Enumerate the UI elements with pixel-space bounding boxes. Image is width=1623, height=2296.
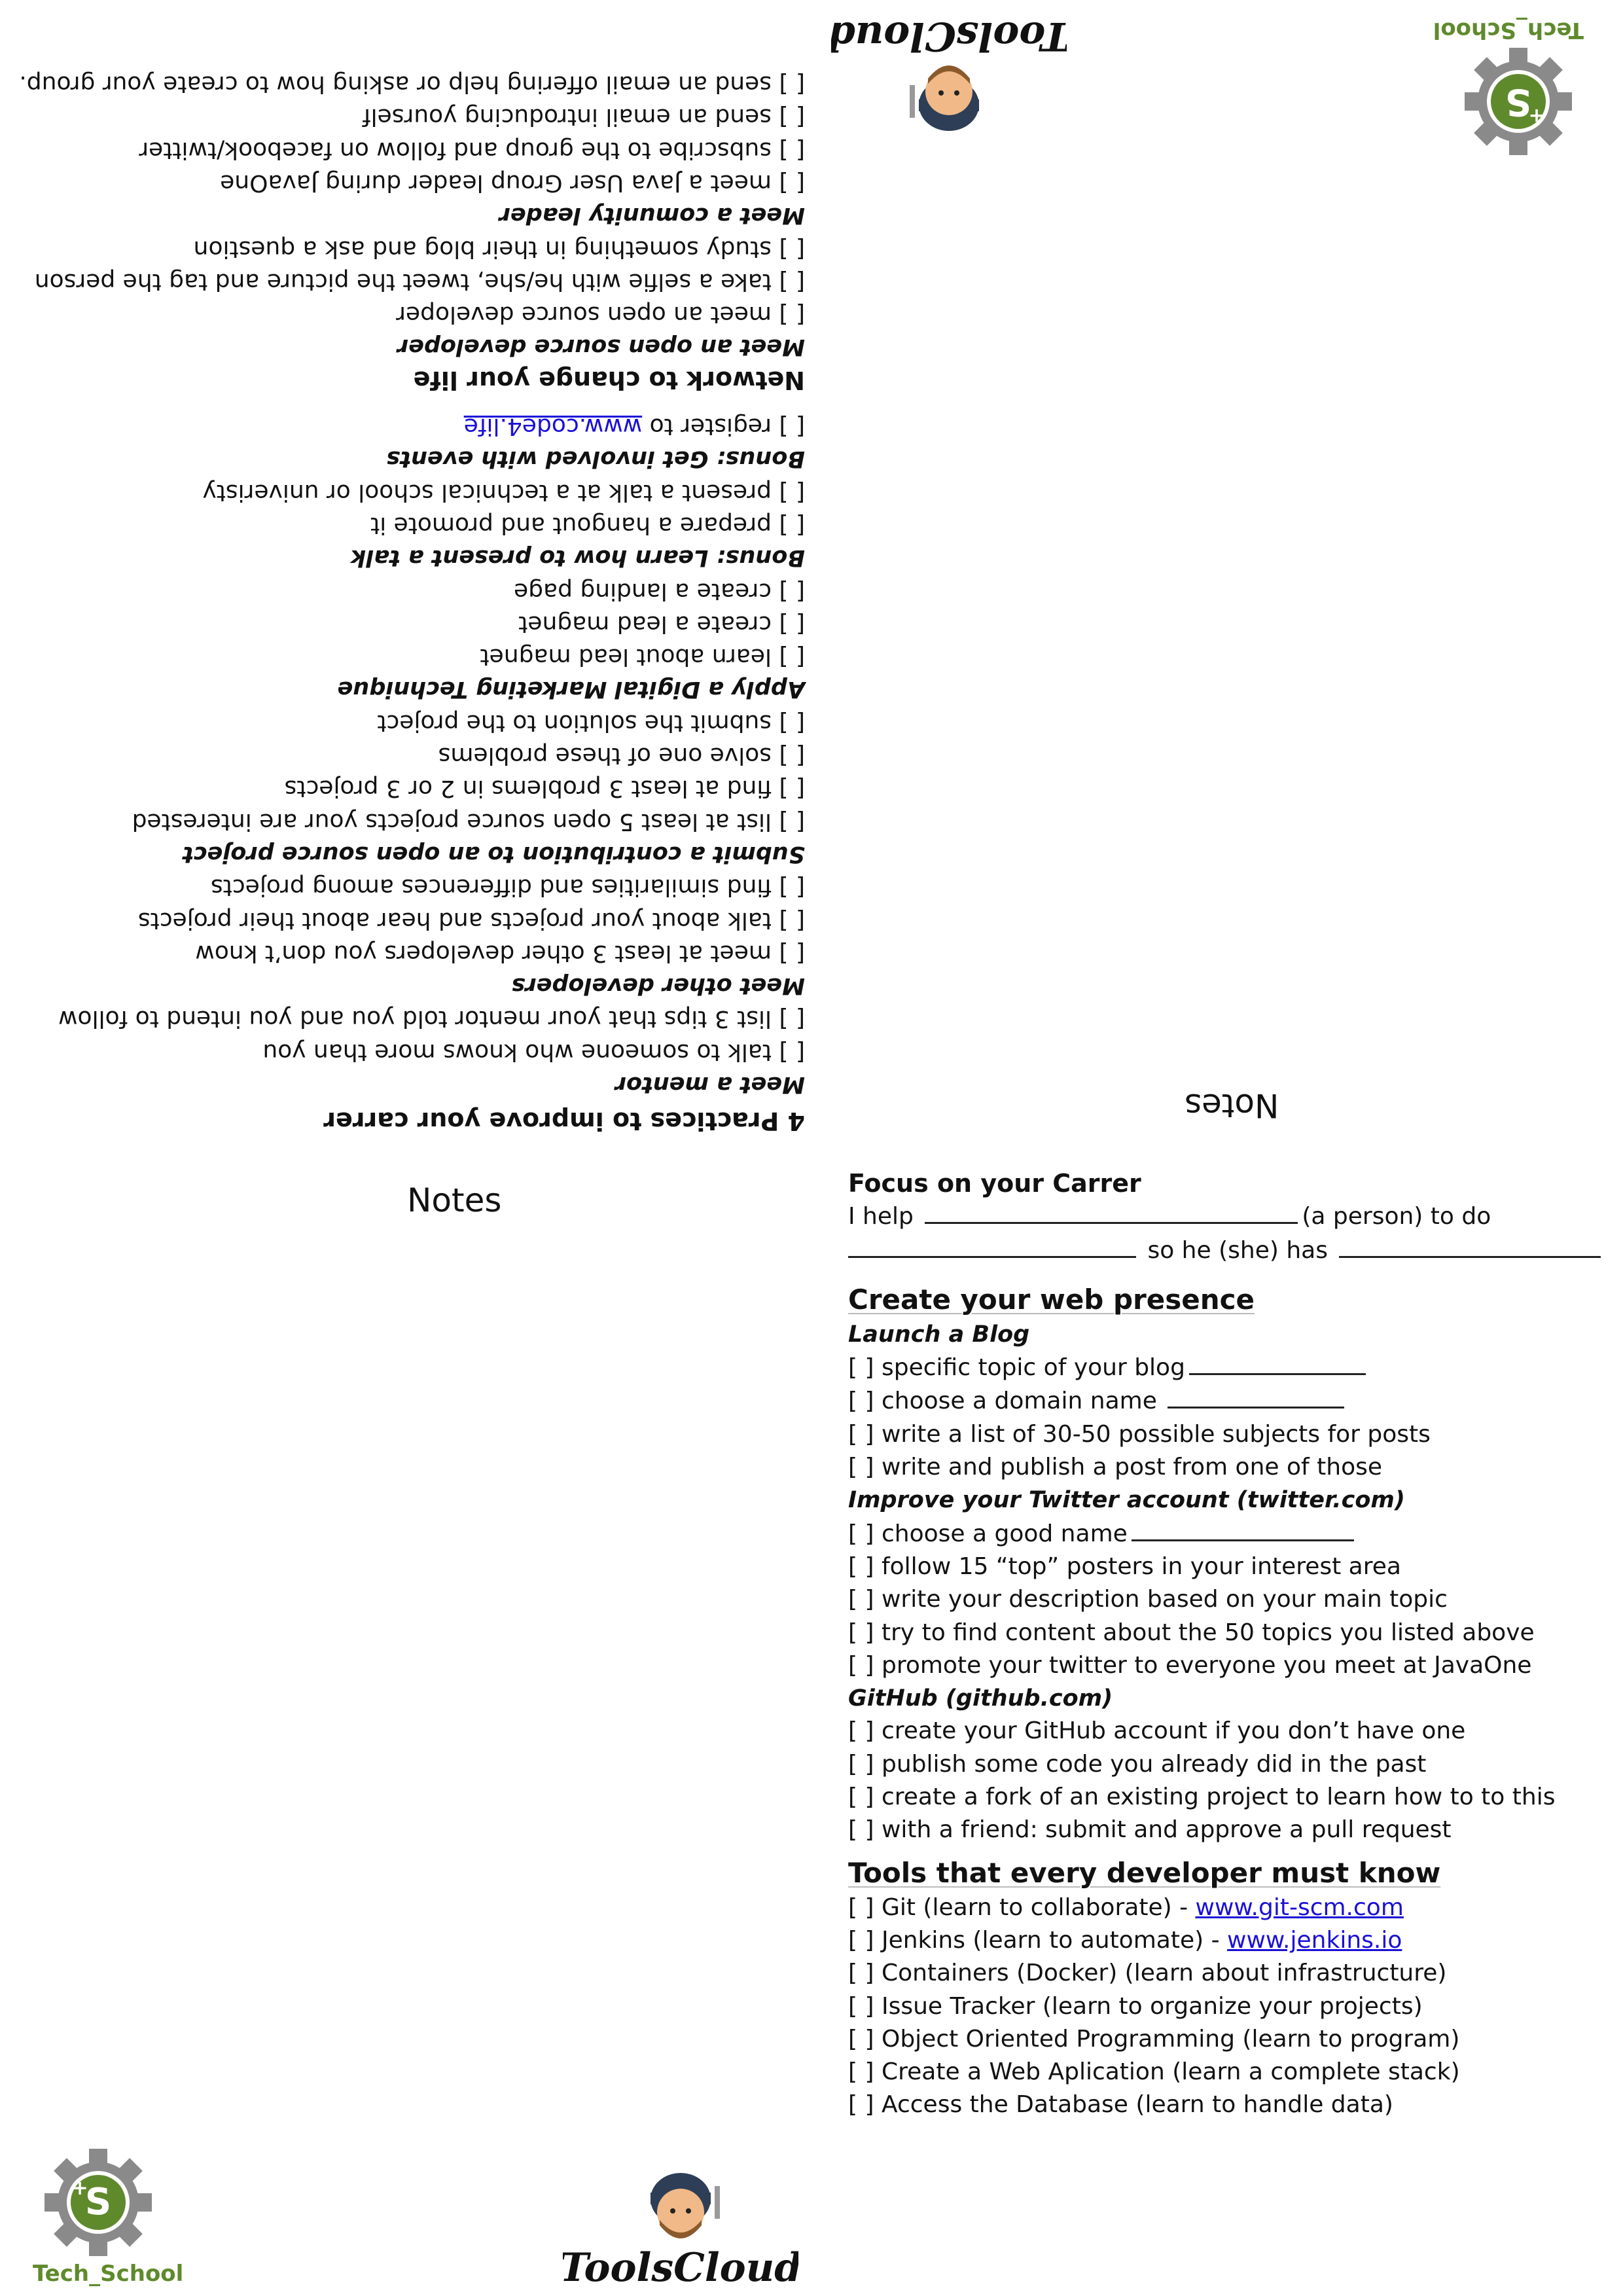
left-checklist-panel xyxy=(19,64,805,1138)
focus-title: Focus on your Carrer xyxy=(848,1169,1141,1198)
mascot-icon xyxy=(563,2160,798,2291)
checklist-item[interactable]: [ ] Create a Web Aplication (learn a complete stack) xyxy=(848,2058,1460,2086)
checklist-item[interactable]: [ ] write your description based on your main topic xyxy=(848,1586,1448,1613)
checklist-item[interactable]: [ ] Issue Tracker (learn to organize your projects) xyxy=(848,1992,1423,2020)
twitter-name-blank[interactable] xyxy=(1132,1517,1354,1541)
checklist-item[interactable]: [ ] specific topic of your blog xyxy=(848,1351,1601,1384)
checklist-item[interactable]: [ ] meet at least 3 other developers you don’t know xyxy=(195,939,805,967)
checklist-item[interactable]: [ ] try to find content about the 50 topics you listed above xyxy=(848,1619,1535,1646)
section-heading: Submit a contribution to an open source project xyxy=(183,840,805,867)
tools-cloud-logo-bottom xyxy=(563,2160,798,2291)
person-blank[interactable] xyxy=(925,1200,1298,1224)
checklist-item[interactable]: [ ] meet an open source developer xyxy=(396,301,805,329)
checklist-item[interactable]: [ ] present a talk at a technical school or univeristy xyxy=(202,478,805,506)
tech-school-label-bottom: Tech_School xyxy=(33,2261,184,2287)
section-heading: Meet a comunity leader xyxy=(499,202,805,229)
checklist-item[interactable]: [ ] list at least 5 open source projects your are interested xyxy=(132,808,805,835)
checklist-item[interactable]: [ ] with a friend: submit and approve a pull request xyxy=(848,1816,1452,1844)
checklist-item[interactable]: [ ] register to www.code4.life xyxy=(463,413,805,440)
domain-blank[interactable] xyxy=(1168,1384,1344,1408)
right-top-notes-title: Notes xyxy=(1185,1086,1279,1124)
checklist-item[interactable]: [ ] create a fork of an existing project to learn how to to this xyxy=(848,1784,1556,1811)
checklist-item[interactable]: [ ] find at least 3 problems in 2 or 3 projects xyxy=(284,775,805,802)
focus-so-he: so he (she) has xyxy=(1147,1236,1328,1264)
left-main-title: 4 Practices to improve your carrer xyxy=(323,1107,805,1136)
svg-text:+: + xyxy=(1528,104,1545,127)
git-scm-link[interactable]: www.git-scm.com xyxy=(1195,1893,1404,1921)
checklist-item[interactable]: [ ] choose a domain name xyxy=(848,1384,1601,1418)
tech-school-logo-top xyxy=(1433,13,1584,157)
web-presence-title: Create your web presence xyxy=(848,1283,1255,1316)
blog-subtitle: Launch a Blog xyxy=(848,1321,1030,1348)
checklist-item[interactable]: [ ] list 3 tips that your mentor told you and you intend to follow xyxy=(58,1005,805,1033)
gear-icon xyxy=(33,2147,164,2258)
checklist-item[interactable]: [ ] publish some code you already did in the past xyxy=(848,1750,1427,1778)
checklist-item[interactable]: [ ] learn about lead magnet xyxy=(480,643,805,671)
checklist-item[interactable]: [ ] write and publish a post from one of those xyxy=(848,1454,1382,1481)
section-heading: Network to change your life xyxy=(413,365,805,395)
checklist-item[interactable]: [ ] solve one of these problems xyxy=(438,742,805,770)
section-heading: Bonus: Learn how to present a talk xyxy=(351,545,805,571)
section-heading: Bonus: Get involved with events xyxy=(386,446,805,473)
svg-text:+: + xyxy=(71,2177,88,2200)
github-subtitle: GitHub (github.com) xyxy=(848,1685,1113,1712)
checklist-item[interactable]: [ ] follow 15 “top” posters in your interest area xyxy=(848,1552,1401,1580)
has-blank[interactable] xyxy=(1339,1234,1601,1258)
focus-line-1 xyxy=(848,1200,1601,1233)
checklist-item[interactable]: [ ] Object Oriented Programming (learn to program) xyxy=(848,2025,1460,2053)
checklist-item-jenkins[interactable]: [ ] Jenkins (learn to automate) - www.jenkins.io xyxy=(848,1926,1402,1954)
checklist-item[interactable]: [ ] create a landing page xyxy=(514,577,805,605)
svg-text:S: S xyxy=(84,2181,112,2223)
checklist-item[interactable]: [ ] promote your twitter to everyone you meet at JavaOne xyxy=(848,1651,1532,1679)
focus-line-2 xyxy=(848,1234,1601,1267)
checklist-item[interactable]: [ ] submit the solution to the project xyxy=(377,709,805,736)
checklist-item[interactable]: [ ] send an email introducing yourself xyxy=(362,103,805,131)
checklist-item[interactable]: [ ] find similarities and differences among projects xyxy=(211,874,805,901)
svg-text:ToolsCloud: ToolsCloud xyxy=(563,2245,798,2291)
blog-topic-blank[interactable] xyxy=(1189,1351,1366,1375)
section-heading: Meet an open source developer xyxy=(397,334,805,361)
checklist-item[interactable]: [ ] Access the Database (learn to handle data) xyxy=(848,2091,1393,2119)
checklist-item[interactable]: [ ] talk about your projects and hear about their projects xyxy=(137,906,805,934)
gear-icon xyxy=(1453,46,1584,157)
checklist-item[interactable]: [ ] talk to someone who knows more than you xyxy=(262,1038,805,1066)
focus-i-help: I help xyxy=(848,1203,914,1230)
checklist-item[interactable]: [ ] send an email offering help or asking how to create your group. xyxy=(19,71,805,98)
section-heading: Meet a mentor xyxy=(615,1071,805,1098)
checklist-item-git[interactable]: [ ] Git (learn to collaborate) - www.git-scm.com xyxy=(848,1893,1404,1921)
section-heading: Apply a Digital Marketing Technique xyxy=(337,676,805,703)
tools-title: Tools that every developer must know xyxy=(848,1856,1441,1889)
svg-text:ToolsCloud: ToolsCloud xyxy=(831,13,1067,59)
to-do-blank[interactable] xyxy=(848,1234,1136,1258)
left-checklist-lines xyxy=(19,67,805,1138)
checklist-item[interactable]: [ ] write a list of 30-50 possible subjects for posts xyxy=(848,1420,1431,1448)
checklist-item[interactable]: [ ] meet a Java User Group leader during JavaOne xyxy=(220,169,805,196)
checklist-item[interactable]: [ ] choose a good name xyxy=(848,1517,1601,1551)
checklist-item[interactable]: [ ] create a lead magnet xyxy=(518,610,805,637)
checklist-item[interactable]: [ ] prepare a hangout and promote it xyxy=(370,511,805,539)
left-notes-title: Notes xyxy=(407,1181,502,1219)
checklist-item[interactable]: [ ] Containers (Docker) (learn about infrastructure) xyxy=(848,1960,1447,1987)
twitter-subtitle: Improve your Twitter account (twitter.com) xyxy=(848,1487,1405,1514)
checklist-item[interactable]: [ ] study something in their blog and ask a question xyxy=(193,235,805,262)
svg-text:S: S xyxy=(1505,81,1532,123)
tech-school-label-top: Tech_School xyxy=(1433,17,1584,43)
tech-school-logo-bottom xyxy=(33,2147,184,2291)
right-content-panel xyxy=(848,1167,1601,2122)
tools-cloud-logo-top xyxy=(831,13,1067,144)
focus-a-person: (a person) to do xyxy=(1302,1203,1491,1230)
checklist-item[interactable]: [ ] subscribe to the group and follow on facebook/twitter xyxy=(139,136,805,164)
section-heading: Meet other developers xyxy=(511,973,805,999)
checklist-item[interactable]: [ ] create your GitHub account if you don’t have one xyxy=(848,1717,1466,1745)
code4-life-link[interactable]: www.code4.life xyxy=(463,413,643,440)
spacer xyxy=(33,397,805,410)
jenkins-link[interactable]: www.jenkins.io xyxy=(1227,1926,1402,1954)
checklist-item[interactable]: [ ] take a selfie with he/she, tweet the picture and tag the person xyxy=(34,268,805,295)
mascot-icon xyxy=(831,13,1067,144)
